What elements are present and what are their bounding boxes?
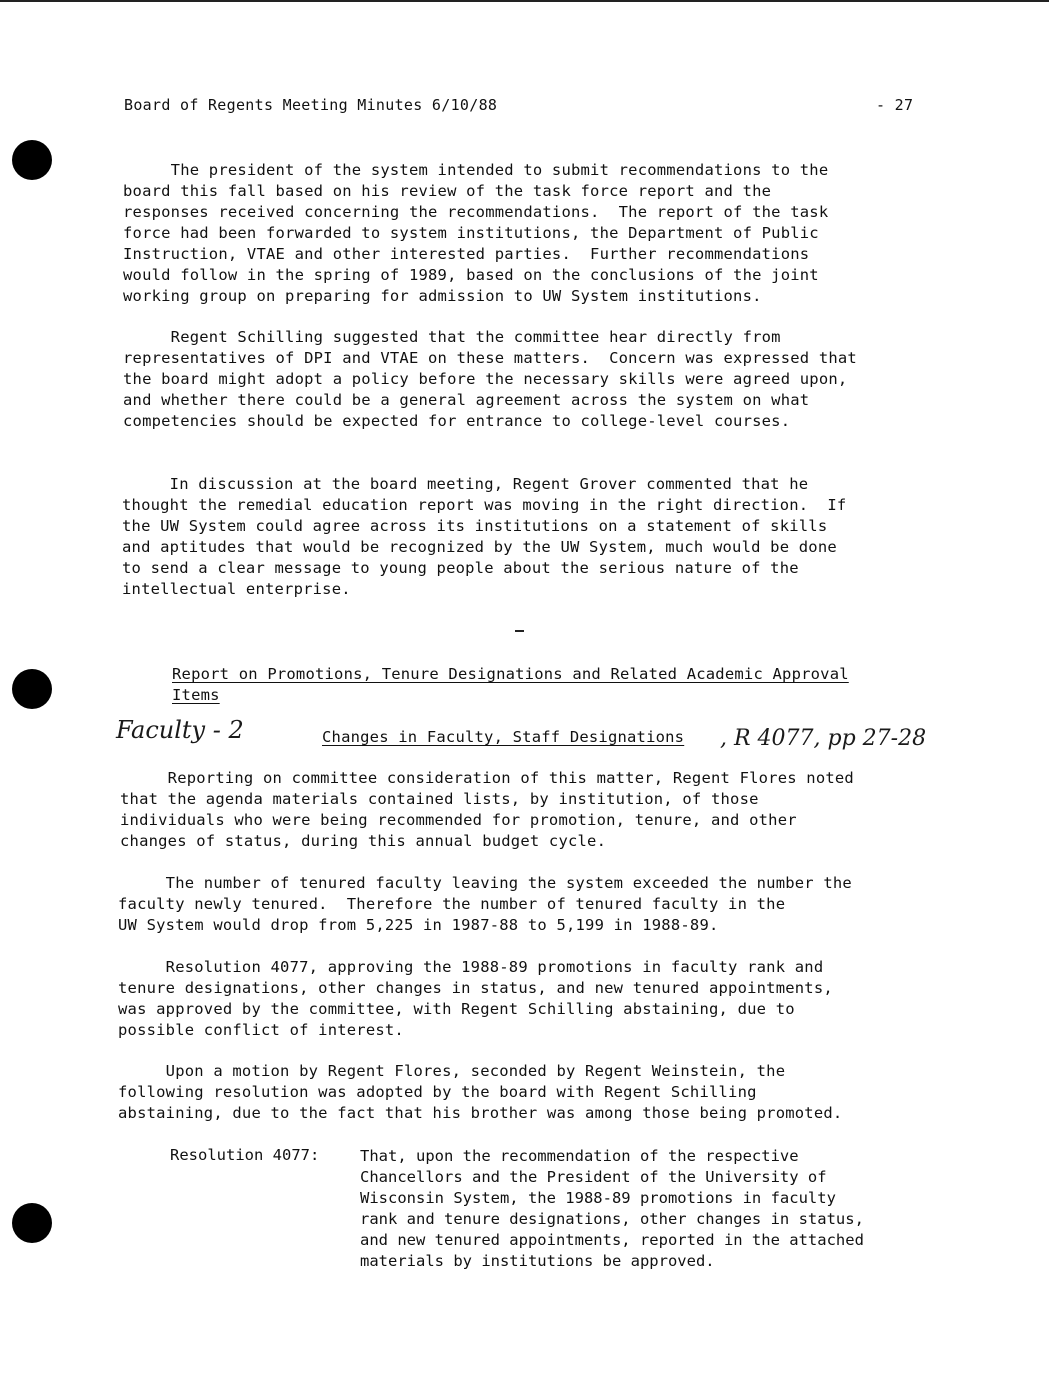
paragraph: Upon a motion by Regent Flores, seconded by Regent Weinstein, the following resolution was adopted by the board with Regent Schilling abstaining, due to the fact that his brother was among those being promoted. xyxy=(118,1062,843,1122)
resolution-text: That, upon the recommendation of the respective Chancellors and the President of the University of Wisconsin System, the 1988-89 promotions in faculty rank and tenure designations, other changes in status, and new tenured appointments, reported in the attached materials by institutions be approved. xyxy=(360,1147,864,1270)
top-border xyxy=(0,0,1049,2)
paragraph: The number of tenured faculty leaving the system exceeded the number the faculty newly tenured. Therefore the number of tenured faculty in the UW System would drop from 5,225 in 1987-88 to 5,199 in 1988-89. xyxy=(118,874,852,934)
punch-hole xyxy=(12,1203,52,1243)
handwritten-reference: , R 4077, pp 27-28 xyxy=(720,726,927,751)
section-heading: Report on Promotions, Tenure Designations and Related Academic Approval xyxy=(172,665,849,683)
page-number: - 27 xyxy=(876,96,914,114)
punch-hole xyxy=(12,140,52,180)
resolution-label: Resolution 4077: xyxy=(170,1146,320,1164)
handwritten-note: Faculty - 2 xyxy=(116,716,244,744)
paragraph: Resolution 4077, approving the 1988-89 promotions in faculty rank and tenure designations, other changes in status, and new tenured appointments, was approved by the committee, with Regent Schilling abstaining, due to possible conflict of interest. xyxy=(118,958,833,1039)
subheading: Changes in Faculty, Staff Designations xyxy=(322,728,685,746)
punch-hole xyxy=(12,669,52,709)
paragraph: In discussion at the board meeting, Regent Grover commented that he thought the remedial education report was moving in the right direction. If the UW System could agree across its institutions on a statement of skills and aptitudes that would be recognized by the UW System, much would be done to send a clear message to young people about the serious nature of the intellectual enterprise. xyxy=(122,475,847,598)
paragraph: Regent Schilling suggested that the committee hear directly from representatives of DPI and VTAE on these matters. Concern was expressed that the board might adopt a policy before the necessary skills were agreed upon, and whether there could be a general agreement across the system on what competencies should be expected for entrance to college-level courses. xyxy=(123,328,857,430)
paragraph: The president of the system intended to submit recommendations to the board this fall based on his review of the task force report and the responses received concerning the recommendations. The report of the task force had been forwarded to system institutions, the Department of Public Instruction, VTAE and other interested parties. Further recommendations would follow in the spring of 1989, based on the conclusions of the joint working group on preparing for admission to UW System institutions. xyxy=(123,161,829,305)
separator-dash xyxy=(515,630,524,632)
paragraph: Reporting on committee consideration of this matter, Regent Flores noted that the agenda materials contained lists, by institution, of those individuals who were being recommended for promotion, tenure, and other changes of status, during this annual budget cycle. xyxy=(120,769,854,850)
header-title: Board of Regents Meeting Minutes 6/10/88 xyxy=(124,96,498,114)
section-heading-continued: Items xyxy=(172,686,220,704)
